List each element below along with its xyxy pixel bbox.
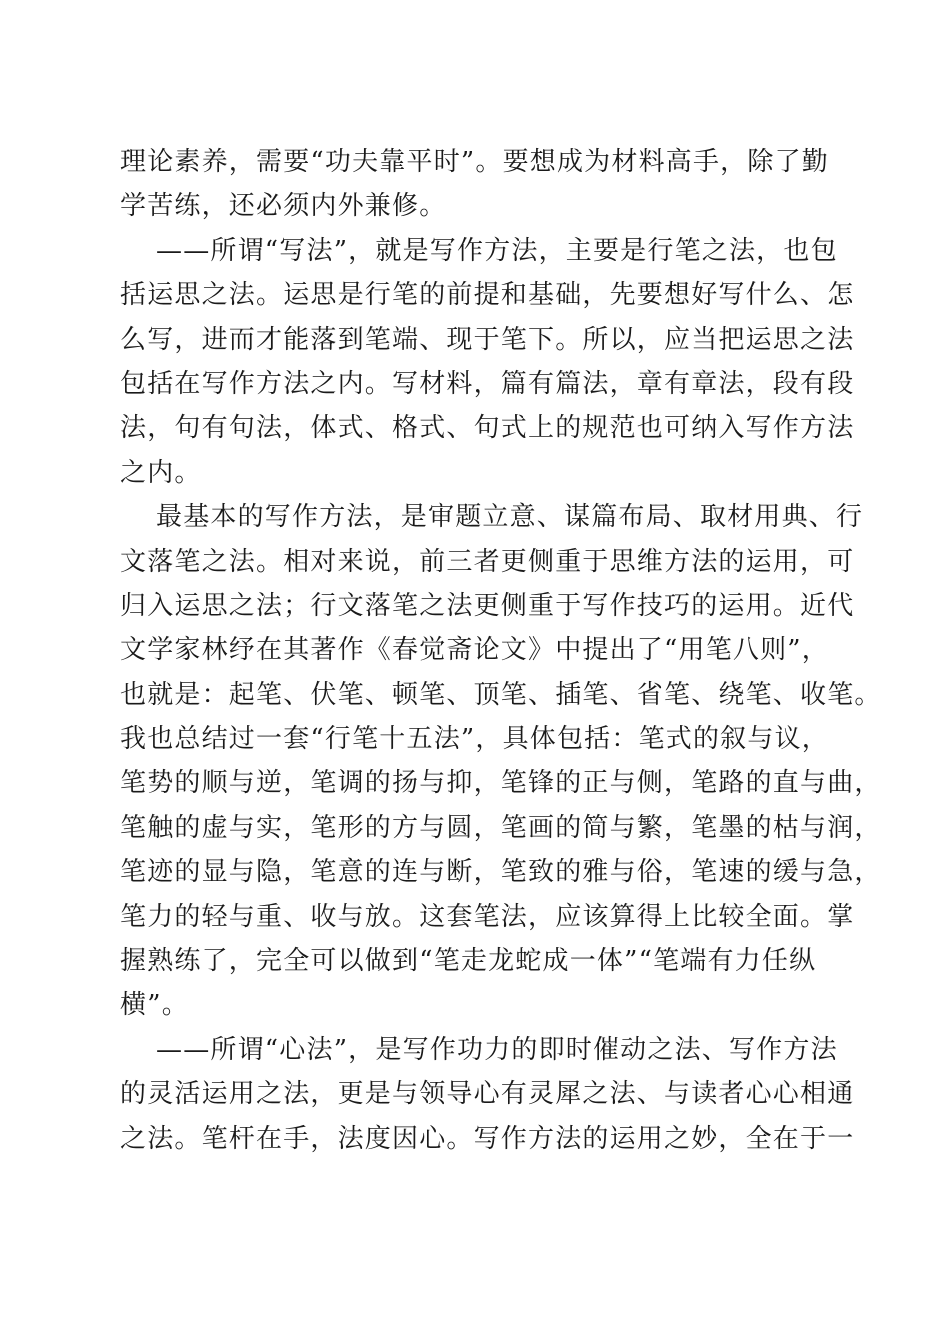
paragraph-start-line: ——所谓“写法”，就是写作方法，主要是行笔之法，也包 bbox=[156, 235, 838, 266]
text-line: 我也总结过一套“行笔十五法”，具体包括：笔式的叙与议， bbox=[120, 724, 829, 755]
text-line: 文落笔之法。相对来说，前三者更侧重于思维方法的运用，可 bbox=[120, 546, 855, 577]
text-line: 括运思之法。运思是行笔的前提和基础，先要想好写什么、怎 bbox=[120, 280, 855, 311]
text-line: 学苦练，还必须内外兼修。 bbox=[120, 191, 447, 222]
paragraph-start-line: ——所谓“心法”，是写作功力的即时催动之法、写作方法 bbox=[156, 1034, 838, 1065]
document-body bbox=[120, 140, 882, 1161]
text-line: 理论素养，需要“功夫靠平时”。要想成为材料高手，除了勤 bbox=[120, 147, 829, 177]
text-line: 横”。 bbox=[120, 990, 189, 1021]
text-line: 笔力的轻与重、收与放。这套笔法，应该算得上比较全面。掌 bbox=[120, 901, 855, 932]
text-line: 笔势的顺与逆，笔调的扬与抑，笔锋的正与侧，笔路的直与曲， bbox=[120, 768, 882, 799]
text-line: 么写，进而才能落到笔端、现于笔下。所以，应当把运思之法 bbox=[120, 324, 855, 355]
text-line: 归入运思之法；行文落笔之法更侧重于写作技巧的运用。近代 bbox=[120, 590, 855, 621]
text-line: 的灵活运用之法，更是与领导心有灵犀之法、与读者心心相通 bbox=[120, 1079, 855, 1110]
text-line: 法，句有句法，体式、格式、句式上的规范也可纳入写作方法 bbox=[120, 413, 855, 444]
text-line: 笔迹的显与隐，笔意的连与断，笔致的雅与俗，笔速的缓与急， bbox=[120, 857, 882, 888]
paragraph-start-line: 最基本的写作方法，是审题立意、谋篇布局、取材用典、行 bbox=[156, 502, 864, 533]
text-line: 也就是：起笔、伏笔、顿笔、顶笔、插笔、省笔、绕笔、收笔。 bbox=[120, 679, 882, 710]
text-line: 之内。 bbox=[120, 457, 202, 488]
text-line: 文学家林纾在其著作《春觉斋论文》中提出了“用笔八则”， bbox=[120, 635, 829, 666]
text-line: 握熟练了，完全可以做到“笔走龙蛇成一体”“笔端有力任纵 bbox=[120, 946, 817, 977]
text-line: 包括在写作方法之内。写材料，篇有篇法，章有章法，段有段 bbox=[120, 368, 855, 399]
text-line: 笔触的虚与实，笔形的方与圆，笔画的简与繁，笔墨的枯与润， bbox=[120, 812, 882, 843]
text-line: 之法。笔杆在手，法度因心。写作方法的运用之妙，全在于一 bbox=[120, 1123, 855, 1154]
